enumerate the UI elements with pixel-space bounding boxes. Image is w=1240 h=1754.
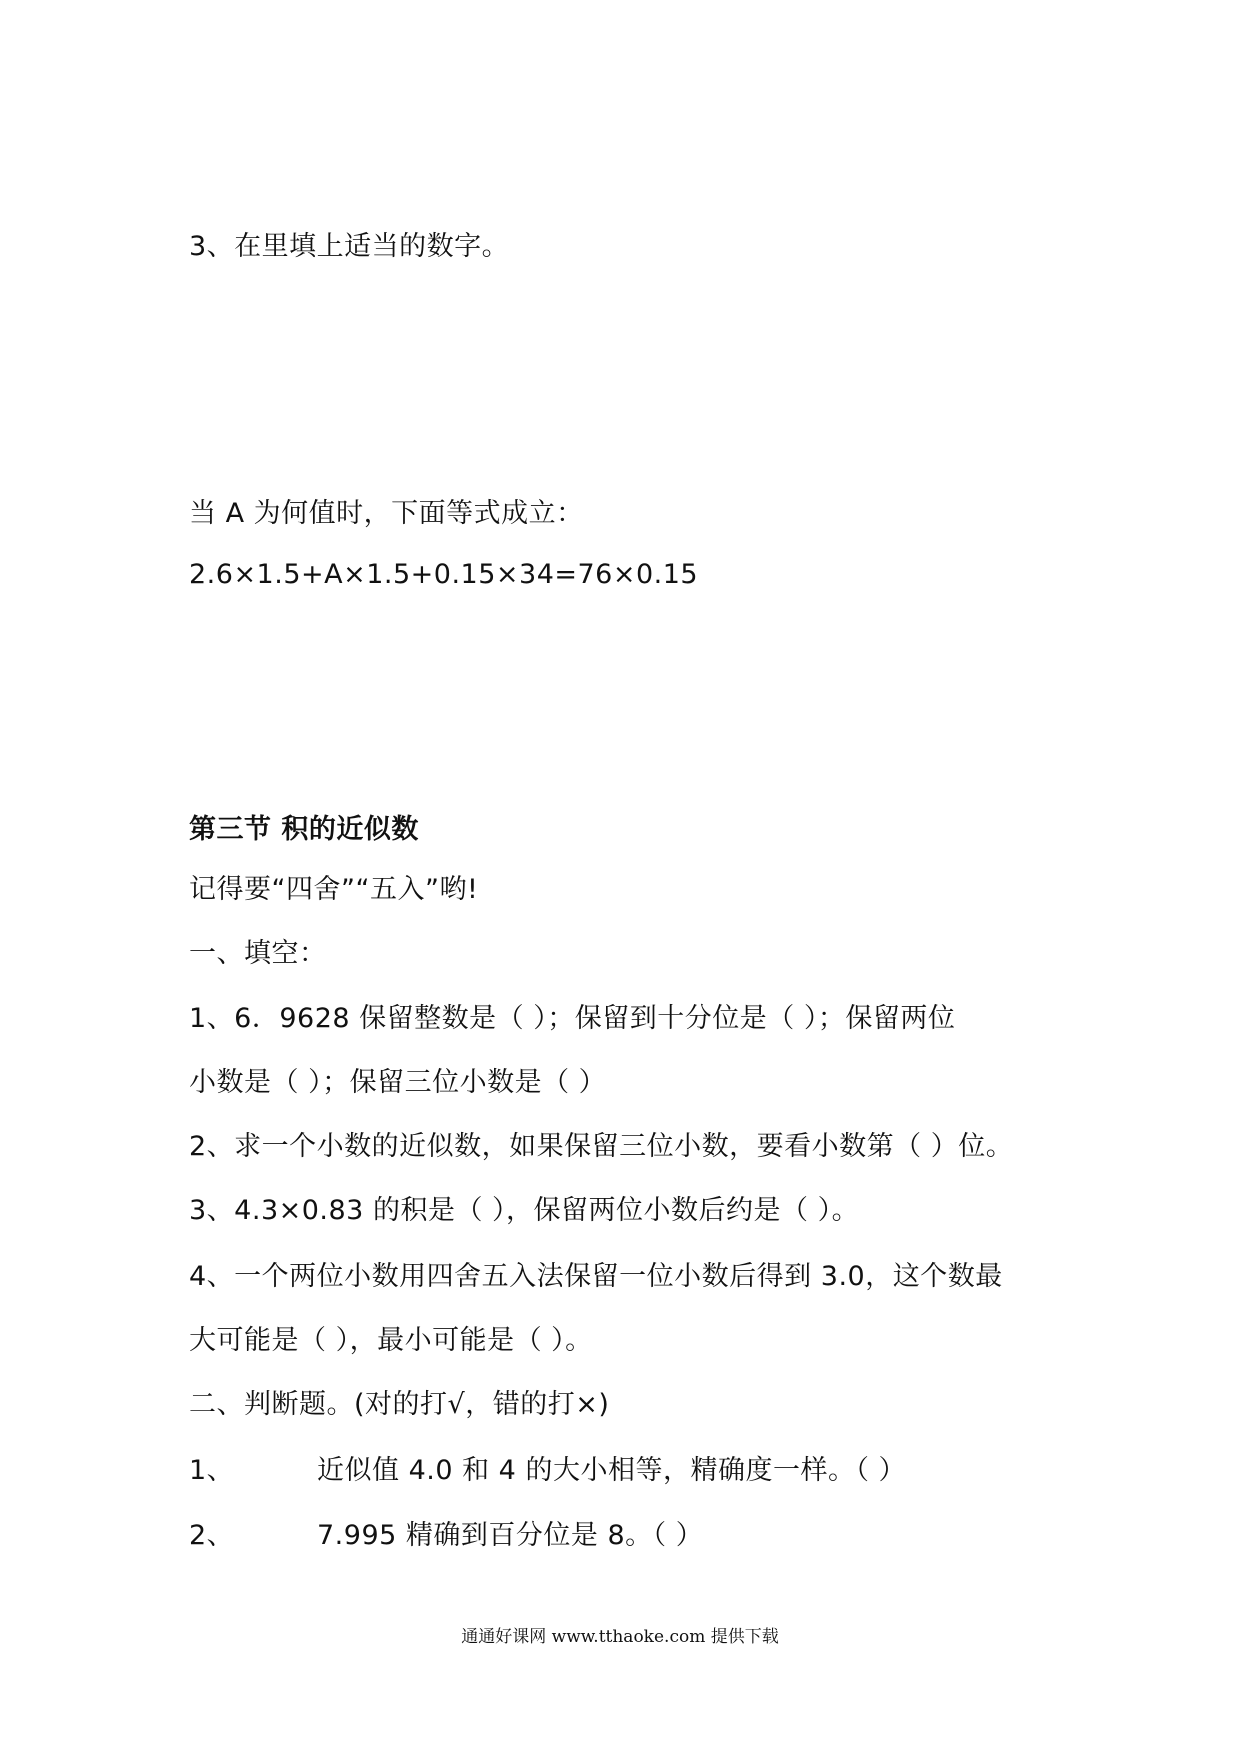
fill-blank-line-5: 4、一个两位小数用四舍五入法保留一位小数后得到 3.0，这个数最 [189,1261,1003,1292]
part2-title: 二、判断题。(对的打√，错的打×) [189,1389,610,1420]
part1-title: 一、填空： [189,938,327,969]
section-heading: 第三节 积的近似数 [189,814,419,845]
page-footer: 通通好课网 www.tthaoke.com 提供下载 [461,1627,779,1647]
section-reminder: 记得要“四舍”“五入”哟! [189,874,479,905]
judge-item-text: 7.995 精确到百分位是 8。（ ） [317,1520,704,1551]
judge-item-text: 近似值 4.0 和 4 的大小相等，精确度一样。（ ） [317,1455,907,1486]
judge-item-1 [189,1454,906,1488]
fill-blank-line-2: 小数是（ ）；保留三位小数是（ ） [189,1067,607,1098]
problem-3-title: 3、在里填上适当的数字。 [189,231,510,262]
problem-3-equation: 2.6×1.5+A×1.5+0.15×34=76×0.15 [189,559,699,590]
fill-blank-line-3: 2、求一个小数的近似数，如果保留三位小数，要看小数第（ ）位。 [189,1131,1014,1162]
fill-blank-line-1: 1、6．9628 保留整数是（ ）；保留到十分位是（ ）；保留两位 [189,1003,956,1034]
judge-item-number: 2、 [189,1520,235,1551]
judge-item-number: 1、 [189,1455,235,1486]
judge-item-2 [189,1519,703,1553]
problem-3-question: 当 A 为何值时，下面等式成立： [189,498,584,529]
fill-blank-line-6: 大可能是（ ），最小可能是（ ）。 [189,1325,593,1356]
fill-blank-line-4: 3、4.3×0.83 的积是（ ），保留两位小数后约是（ ）。 [189,1195,860,1226]
